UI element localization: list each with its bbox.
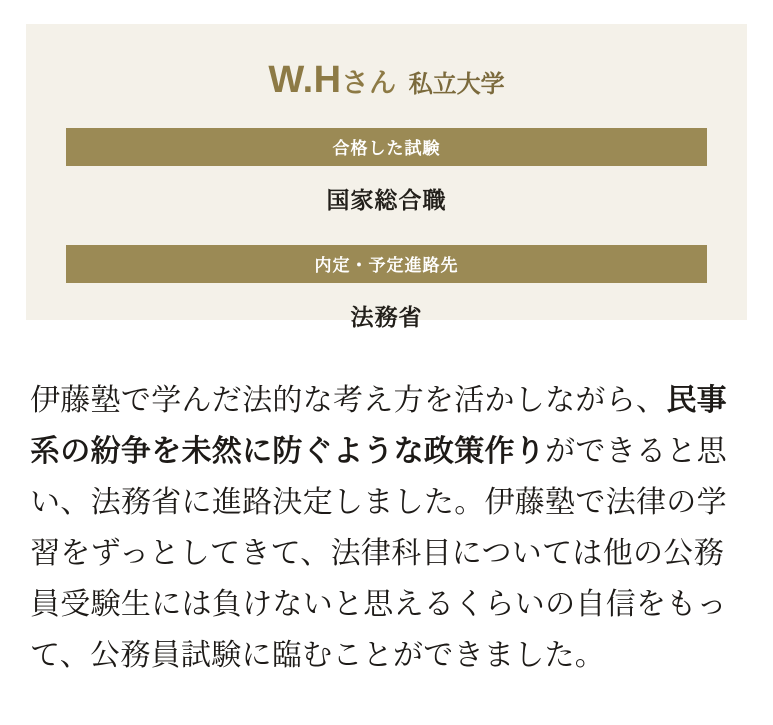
destination-label-bar: 内定・予定進路先 <box>66 245 707 283</box>
exam-label-bar: 合格した試験 <box>66 128 707 166</box>
exam-value: 国家総合職 <box>326 187 447 213</box>
testimonial-text <box>30 375 754 681</box>
profile-name-suffix: さん <box>341 68 397 98</box>
testimonial-part-2: ができると思い、法務省に進路決定しました。伊藤塾で法律の学習をずっとしてきて、法律科目については他の公務員受験生には負けないと思えるくらいの自信をもって、公務員試験に臨むことができました。 <box>30 435 727 672</box>
testimonial-highlight: 民事系の紛争を未然に防ぐような政策作り <box>30 384 727 468</box>
profile-card <box>26 24 747 330</box>
profile-name-row <box>26 24 747 99</box>
profile-name <box>268 61 396 99</box>
profile-name-initials: W.H <box>268 59 342 101</box>
testimonial-part-1: 伊藤塾で学んだ法的な考え方を活かしながら、 <box>30 384 667 417</box>
profile-school: 私立大学 <box>408 71 505 98</box>
destination-value: 法務省 <box>350 304 423 330</box>
